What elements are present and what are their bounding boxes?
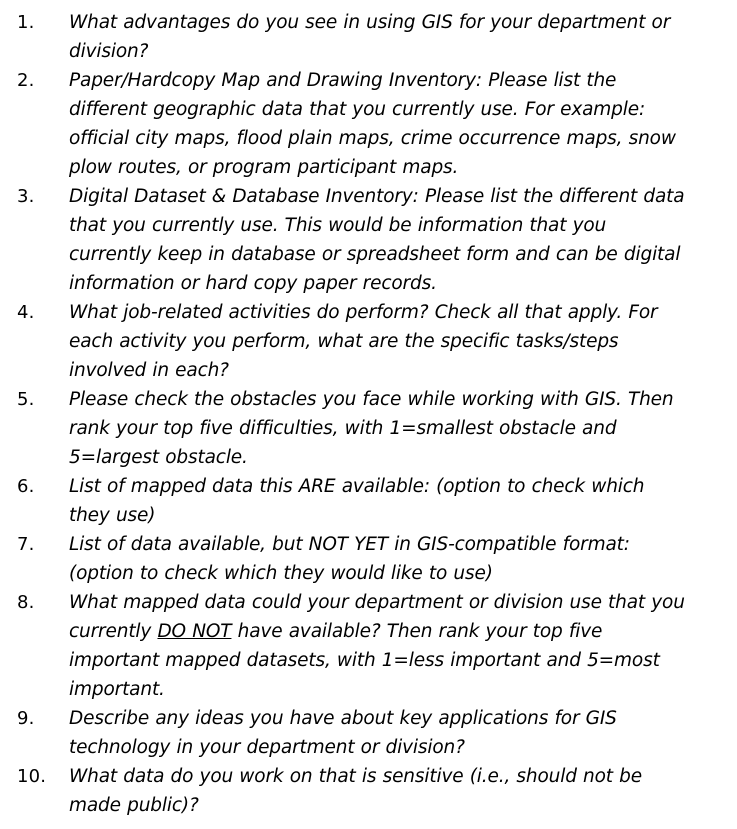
question-line: Paper/Hardcopy Map and Drawing Inventory: Please list the <box>69 70 617 91</box>
question-line: different geographic data that you currently use. For example: <box>69 99 646 120</box>
question-line: important. <box>69 679 165 700</box>
question-line: important mapped datasets, with 1=less important and 5=most <box>69 650 660 671</box>
question-item-10 <box>0 762 737 820</box>
question-text <box>69 182 725 298</box>
question-line: rank your top five difficulties, with 1=smallest obstacle and <box>69 418 617 439</box>
question-line: 5=largest obstacle. <box>69 447 248 468</box>
question-text-segment: currently <box>69 621 158 642</box>
question-item-8 <box>0 588 737 704</box>
question-number: 4. <box>17 302 35 323</box>
question-line: made public)? <box>69 795 199 816</box>
question-line <box>69 617 725 646</box>
question-item-4 <box>0 298 737 385</box>
question-line: List of data available, but NOT YET in GIS-compatible format: <box>69 534 630 555</box>
question-line: division? <box>69 41 149 62</box>
question-number: 5. <box>17 389 35 410</box>
question-line: plow routes, or program participant maps. <box>69 157 459 178</box>
question-line: Digital Dataset & Database Inventory: Please list the different data <box>69 186 685 207</box>
question-line: Please check the obstacles you face while working with GIS. Then <box>69 389 674 410</box>
questionnaire-list <box>0 8 737 820</box>
question-line: that you currently use. This would be information that you <box>69 215 607 236</box>
question-line: official city maps, flood plain maps, crime occurrence maps, snow <box>69 128 676 149</box>
question-text <box>69 8 725 66</box>
question-text <box>69 298 725 385</box>
question-text-segment: have available? Then rank your top five <box>231 621 603 642</box>
question-line: they use) <box>69 505 156 526</box>
question-line: currently keep in database or spreadsheet form and can be digital <box>69 244 681 265</box>
question-text <box>69 472 725 530</box>
question-text <box>69 385 725 472</box>
question-item-9 <box>0 704 737 762</box>
question-line: technology in your department or division? <box>69 737 465 758</box>
question-line: information or hard copy paper records. <box>69 273 437 294</box>
question-line: What advantages do you see in using GIS for your department or <box>69 12 671 33</box>
question-line: What data do you work on that is sensitive (i.e., should not be <box>69 766 642 787</box>
question-line: involved in each? <box>69 360 229 381</box>
question-item-2 <box>0 66 737 182</box>
question-item-1 <box>0 8 737 66</box>
question-number: 10. <box>17 766 47 787</box>
question-text <box>69 530 725 588</box>
question-line: What job-related activities do perform? Check all that apply. For <box>69 302 658 323</box>
question-text <box>69 762 725 820</box>
question-number: 2. <box>17 70 35 91</box>
question-number: 6. <box>17 476 35 497</box>
question-item-6 <box>0 472 737 530</box>
question-number: 9. <box>17 708 35 729</box>
question-text <box>69 588 725 704</box>
underlined-emphasis: DO NOT <box>157 621 232 642</box>
question-text <box>69 704 725 762</box>
question-number: 1. <box>17 12 35 33</box>
question-line: List of mapped data this ARE available: (option to check which <box>69 476 645 497</box>
question-number: 8. <box>17 592 35 613</box>
question-text <box>69 66 725 182</box>
question-line: each activity you perform, what are the specific tasks/steps <box>69 331 619 352</box>
question-line: What mapped data could your department or division use that you <box>69 592 685 613</box>
question-line: (option to check which they would like to use) <box>69 563 493 584</box>
question-item-5 <box>0 385 737 472</box>
question-number: 3. <box>17 186 35 207</box>
question-item-3 <box>0 182 737 298</box>
question-number: 7. <box>17 534 35 555</box>
question-line: Describe any ideas you have about key applications for GIS <box>69 708 617 729</box>
question-item-7 <box>0 530 737 588</box>
